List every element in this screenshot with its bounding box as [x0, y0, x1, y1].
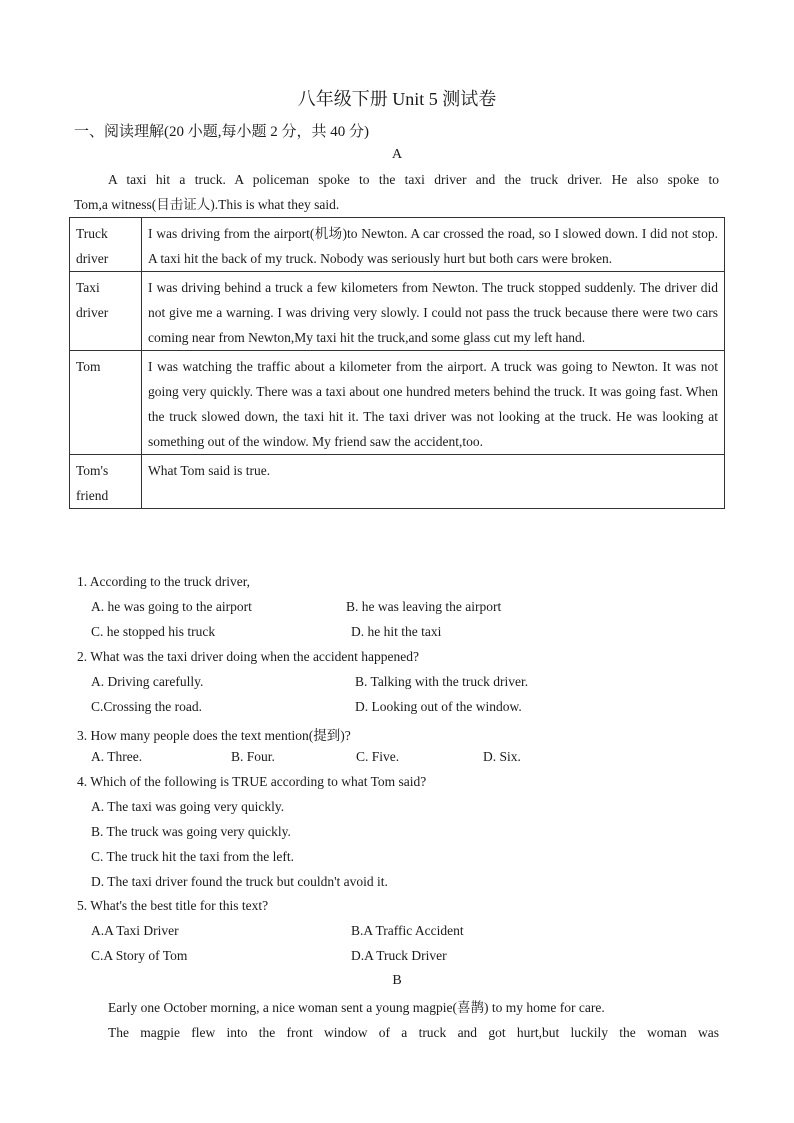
question-1-option-d[interactable]: D. he hit the taxi: [351, 624, 442, 639]
speaker-label: Truck: [76, 226, 108, 241]
question-1-stem: 1. According to the truck driver,: [77, 574, 251, 589]
statement-cell: I was watching the traffic about a kilometer from the airport. A truck was going to Newton. It was not going very quickly. There was a taxi about one hundred meters behind the truck. It was going fast. When the truck slowed down, the taxi hit it. The taxi driver was not looking at the truck. He was looking at something out of the window. My friend saw the accident,too.: [142, 351, 725, 455]
section-heading: 一、阅读理解(20 小题,每小题 2 分，共 40 分): [74, 124, 369, 140]
witness-table: [69, 217, 725, 509]
question-2-stem: 2. What was the taxi driver doing when the accident happened?: [77, 649, 420, 664]
question-2-option-c[interactable]: C.Crossing the road.: [91, 699, 202, 714]
question-4-option-c[interactable]: C. The truck hit the taxi from the left.: [91, 849, 294, 864]
passage-b-line1: Early one October morning, a nice woman sent a young magpie(喜鹊) to my home for care.: [108, 1000, 605, 1015]
question-3-option-d[interactable]: D. Six.: [483, 749, 521, 764]
speaker-label: driver: [76, 251, 109, 266]
question-4-option-a[interactable]: A. The taxi was going very quickly.: [91, 799, 285, 814]
question-1-option-a[interactable]: A. he was going to the airport: [91, 599, 252, 614]
question-5-option-c[interactable]: C.A Story of Tom: [91, 948, 188, 963]
passage-a-intro-line1: A taxi hit a truck. A policeman spoke to the taxi driver and the truck driver. He also spoke to: [108, 172, 719, 187]
question-4-option-d[interactable]: D. The taxi driver found the truck but couldn't avoid it.: [91, 874, 388, 889]
question-5-option-b[interactable]: B.A Traffic Accident: [351, 923, 464, 938]
question-2-option-a[interactable]: A. Driving carefully.: [91, 674, 204, 689]
passage-b-line2: The magpie flew into the front window of a truck and got hurt,but luckily the woman was: [108, 1025, 719, 1040]
question-3-option-a[interactable]: A. Three.: [91, 749, 143, 764]
table-row: [70, 351, 725, 455]
page-title: 八年级下册 Unit 5 测试卷: [297, 89, 497, 109]
question-5-stem: 5. What's the best title for this text?: [77, 898, 269, 913]
speaker-cell: [70, 351, 142, 455]
statement-cell: I was driving behind a truck a few kilometers from Newton. The truck stopped suddenly. The driver did not give me a warning. I was driving very slowly. I could not pass the truck because there were two cars coming near from Newton,My taxi hit the truck,and some glass cut my left hand.: [142, 272, 725, 351]
question-1-option-c[interactable]: C. he stopped his truck: [91, 624, 216, 639]
speaker-label: friend: [76, 488, 109, 503]
question-2-option-d[interactable]: D. Looking out of the window.: [355, 699, 522, 714]
question-1-option-b[interactable]: B. he was leaving the airport: [346, 599, 502, 614]
speaker-cell: [70, 455, 142, 509]
statement-cell: I was driving from the airport(机场)to Newton. A car crossed the road, so I slowed down. I did not stop. A taxi hit the back of my truck. Nobody was seriously hurt but both cars were broken.: [142, 218, 725, 272]
question-3-option-b[interactable]: B. Four.: [231, 749, 275, 764]
question-5-option-a[interactable]: A.A Taxi Driver: [91, 923, 179, 938]
speaker-cell: [70, 218, 142, 272]
speaker-label: Tom: [76, 359, 101, 374]
table-row: [70, 218, 725, 272]
passage-a-intro-line2: Tom,a witness(目击证人).This is what they said.: [74, 197, 340, 212]
table-row: [70, 272, 725, 351]
question-2-option-b[interactable]: B. Talking with the truck driver.: [355, 674, 529, 689]
statement-cell: What Tom said is true.: [142, 455, 725, 509]
speaker-label: Tom's: [76, 463, 109, 478]
passage-a-label: A: [391, 147, 403, 162]
question-4-stem: 4. Which of the following is TRUE according to what Tom said?: [77, 774, 427, 789]
question-4-option-b[interactable]: B. The truck was going very quickly.: [91, 824, 291, 839]
speaker-cell: [70, 272, 142, 351]
question-5-option-d[interactable]: D.A Truck Driver: [351, 948, 447, 963]
question-3-stem: 3. How many people does the text mention(提到)?: [77, 728, 351, 743]
table-row: [70, 455, 725, 509]
speaker-label: driver: [76, 305, 109, 320]
question-3-option-c[interactable]: C. Five.: [356, 749, 400, 764]
speaker-label: Taxi: [76, 280, 100, 295]
passage-b-label: B: [392, 973, 402, 988]
